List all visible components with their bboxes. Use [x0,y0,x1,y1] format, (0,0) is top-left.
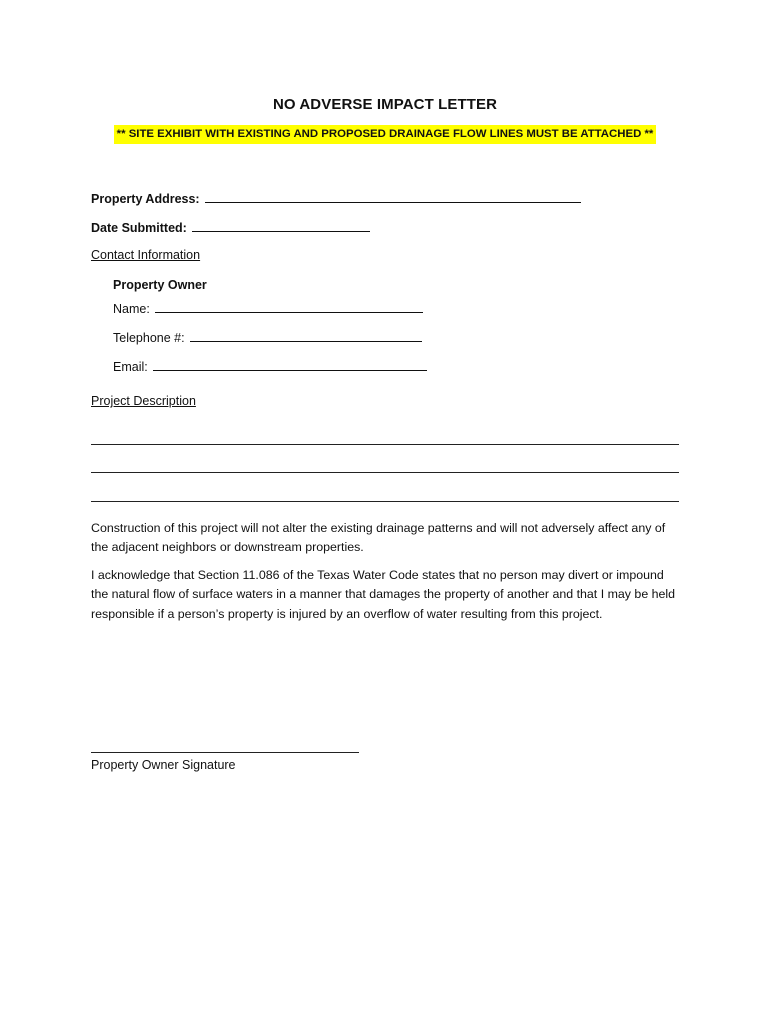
property-address-row [91,190,581,206]
date-submitted-row [91,219,370,235]
date-submitted-label: Date Submitted: [91,221,187,235]
owner-name-field[interactable] [155,300,423,313]
project-description-line-3[interactable] [91,501,679,502]
owner-email-row [113,358,427,374]
attachment-banner [0,124,770,144]
signature-label: Property Owner Signature [91,758,236,772]
property-address-label: Property Address: [91,192,200,206]
project-description-heading: Project Description [91,394,196,408]
project-description-line-1[interactable] [91,444,679,445]
project-description-line-2[interactable] [91,472,679,473]
owner-email-field[interactable] [153,358,427,371]
attachment-banner-text: ** SITE EXHIBIT WITH EXISTING AND PROPOSED DRAINAGE FLOW LINES MUST BE ATTACHED ** [114,125,657,144]
contact-information-heading: Contact Information [91,248,201,262]
signature-line[interactable] [91,752,359,753]
date-submitted-field[interactable] [192,219,370,232]
owner-email-label: Email: [113,360,148,374]
owner-telephone-field[interactable] [190,329,422,342]
document-title: NO ADVERSE IMPACT LETTER [272,96,498,113]
drainage-statement: Construction of this project will not alter the existing drainage patterns and will not adversely affect any of the adjacent neighbors or downstream properties. [91,521,666,555]
owner-name-row [113,300,423,316]
owner-telephone-label: Telephone #: [113,331,185,345]
property-address-field[interactable] [205,190,581,203]
owner-telephone-row [113,329,422,345]
property-owner-heading: Property Owner [113,278,207,292]
water-code-acknowledgement: I acknowledge that Section 11.086 of the Texas Water Code states that no person may divert or impound the natural flow of surface waters in a manner that damages the property of another and that I may be held responsible if a person’s property is injured by an overflow of water resulting from this project. [91,568,676,621]
owner-name-label: Name: [113,302,150,316]
